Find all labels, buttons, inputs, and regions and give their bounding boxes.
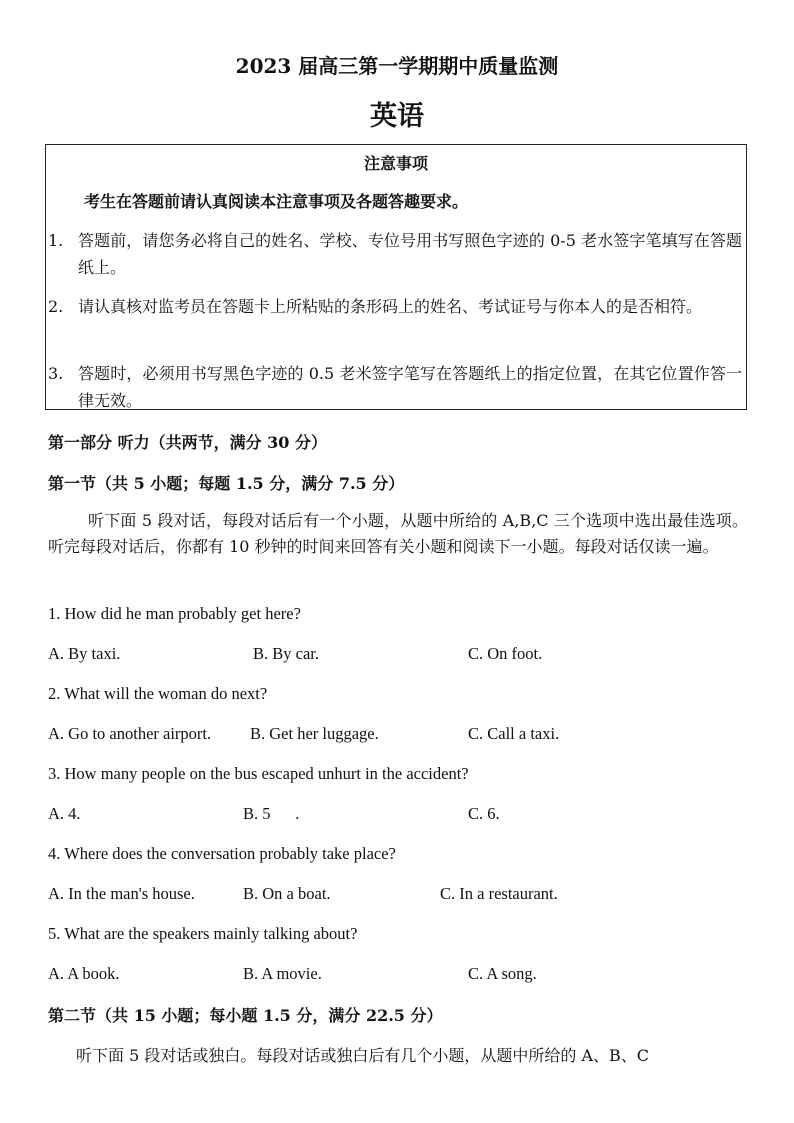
question-stem: 4. Where does the conversation probably take place? — [48, 844, 396, 863]
part1-heading: 第一部分 听力（共两节，满分 30 分） — [48, 433, 327, 452]
option-c: C. 6. — [468, 804, 500, 823]
notice-lead: 考生在答题前请认真阅读本注意事项及各题答趣要求。 — [84, 192, 469, 211]
question-stem: 5. What are the speakers mainly talking about? — [48, 924, 358, 943]
option-b: B. A movie. — [243, 964, 322, 983]
section2-heading: 第二节（共 15 小题；每小题 1.5 分，满分 22.5 分） — [48, 1006, 443, 1025]
option-c: C. On foot. — [468, 644, 543, 663]
rule-number: 2. — [48, 297, 64, 316]
question-stem: 3. How many people on the bus escaped unhurt in the accident? — [48, 764, 469, 783]
option-c: C. In a restaurant. — [440, 884, 558, 903]
option-b: B. Get her luggage. — [250, 724, 379, 743]
notice-rule — [48, 227, 742, 281]
rule-text: 答题时，必须用书写黑色字迹的 0.5 老米签字笔写在答题纸上的指定位置，在其它位置作答一律无效。 — [78, 364, 742, 410]
notice-title: 注意事项 — [363, 154, 428, 173]
rule-number: 3. — [48, 364, 64, 383]
option-a: A. 4. — [48, 804, 81, 823]
notice-rule — [48, 293, 742, 320]
rule-number: 1. — [48, 231, 64, 250]
option-b: B. On a boat. — [243, 884, 331, 903]
rule-text: 答题前，请您务必将自己的姓名、学校、专位号用书写照色字迹的 0-5 老水签字笔填写在答题纸上。 — [78, 231, 742, 277]
section1-instructions: 听下面 5 段对话，每段对话后有一个小题，从题中所给的 A,B,C 三个选项中选出最佳选项。听完每段对话后，你都有 10 秒钟的时间来回答有关小题和阅读下一小题。每段对话仅读一遍。 — [48, 511, 748, 556]
exam-title: 2023 届高三第一学期期中质量监测 — [235, 54, 559, 78]
section2-instructions: 听下面 5 段对话或独白。每段对话或独白后有几个小题，从题中所给的 A、B、C — [76, 1046, 649, 1065]
subject-title: 英语 — [370, 101, 424, 132]
option-a: A. In the man's house. — [48, 884, 195, 903]
option-b: B. 5 . — [243, 804, 300, 823]
rule-text: 请认真核对监考员在答题卡上所粘贴的条形码上的姓名、考试证号与你本人的是否相符。 — [78, 297, 703, 316]
option-a: A. A book. — [48, 964, 120, 983]
notice-rule — [48, 360, 742, 414]
option-c: C. A song. — [468, 964, 537, 983]
question-stem: 1. How did he man probably get here? — [48, 604, 301, 623]
option-c: C. Call a taxi. — [468, 724, 560, 743]
section1-heading: 第一节（共 5 小题；每题 1.5 分，满分 7.5 分） — [48, 474, 405, 493]
option-b: B. By car. — [253, 644, 319, 663]
option-a: A. By taxi. — [48, 644, 121, 663]
notice-box — [45, 144, 747, 410]
option-a: A. Go to another airport. — [48, 724, 212, 743]
question-stem: 2. What will the woman do next? — [48, 684, 268, 703]
